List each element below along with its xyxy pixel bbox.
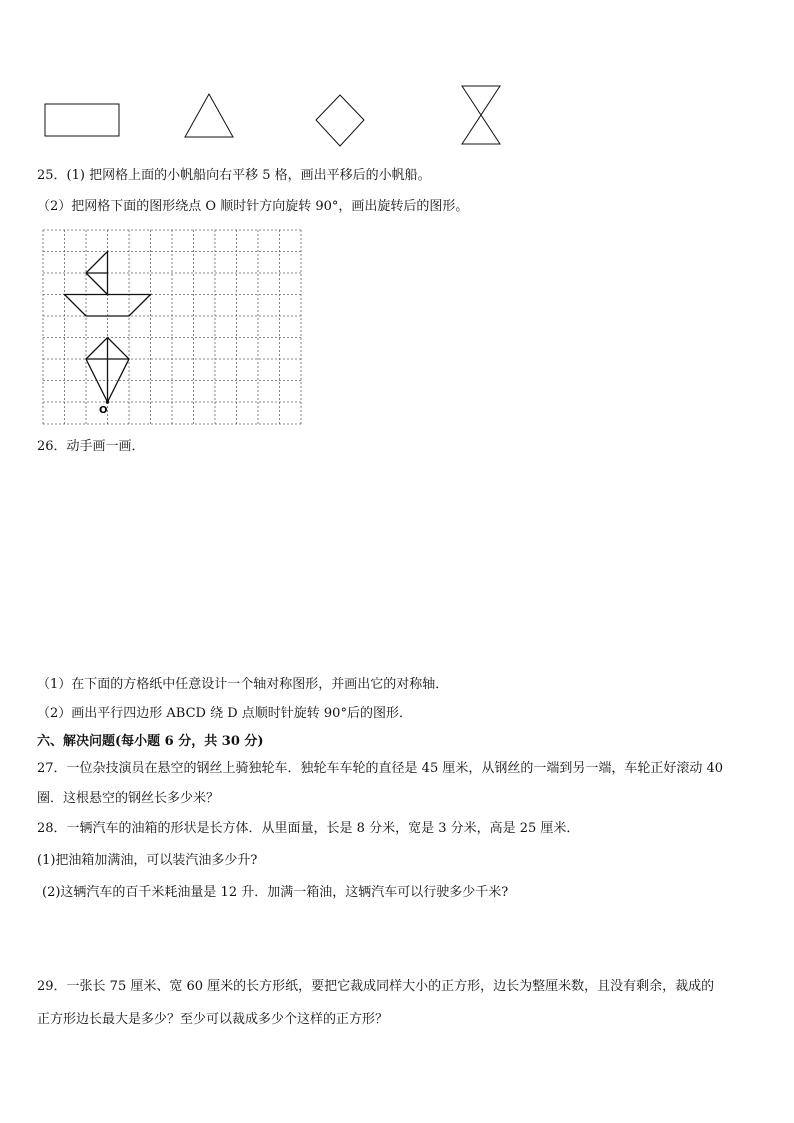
diamond-shape [316, 95, 364, 146]
kite-figure [86, 338, 129, 403]
grid-figure [43, 230, 301, 424]
section-6-title: 六、解决问题(每小题 6 分，共 30 分) [37, 734, 264, 749]
point-o [106, 400, 110, 404]
question-28-part2: (2)这辆汽车的百千米耗油量是 12 升．加满一箱油，这辆汽车可以行驶多少千米? [42, 885, 509, 900]
question-29-line2: 正方形边长最大是多少？至少可以裁成多少个这样的正方形？ [37, 1012, 389, 1027]
question-25-part1: 25．(1) 把网格上面的小帆船向右平移 5 格，画出平移后的小帆船。 [37, 168, 431, 183]
point-o-label: O [99, 405, 108, 416]
question-26-title: 26．动手画一画． [37, 439, 145, 454]
question-28-line1: 28．一辆汽车的油箱的形状是长方体．从里面量，长是 8 分米，宽是 3 分米，高是 25 厘米． [37, 821, 580, 836]
question-29-line1: 29．一张长 75 厘米、宽 60 厘米的长方形纸，要把它裁成同样大小的正方形，边长为整厘米数，且没有剩余，裁成的 [37, 979, 715, 994]
question-26-part2: （2）画出平行四边形 ABCD 绕 D 点顺时针旋转 90°后的图形． [37, 706, 412, 721]
question-26-part1: （1）在下面的方格纸中任意设计一个轴对称图形，并画出它的对称轴． [37, 677, 449, 692]
question-28-part1: (1)把油箱加满油，可以装汽油多少升? [37, 853, 258, 868]
question-25-part2: （2）把网格下面的图形绕点 O 顺时针方向旋转 90°，画出旋转后的图形。 [37, 199, 469, 214]
rectangle-shape [45, 104, 119, 136]
question-27-line2: 圈．这根悬空的钢丝长多少米？ [37, 791, 220, 806]
triangle-shape [185, 94, 233, 137]
question-27-line1: 27．一位杂技演员在悬空的钢丝上骑独轮车．独轮车车轮的直径是 45 厘米，从钢丝的一端到另一端，车轮正好滚动 40 [37, 761, 724, 776]
grid-lines [43, 230, 301, 424]
shapes-row [0, 0, 794, 160]
hourglass-shape [462, 86, 500, 144]
